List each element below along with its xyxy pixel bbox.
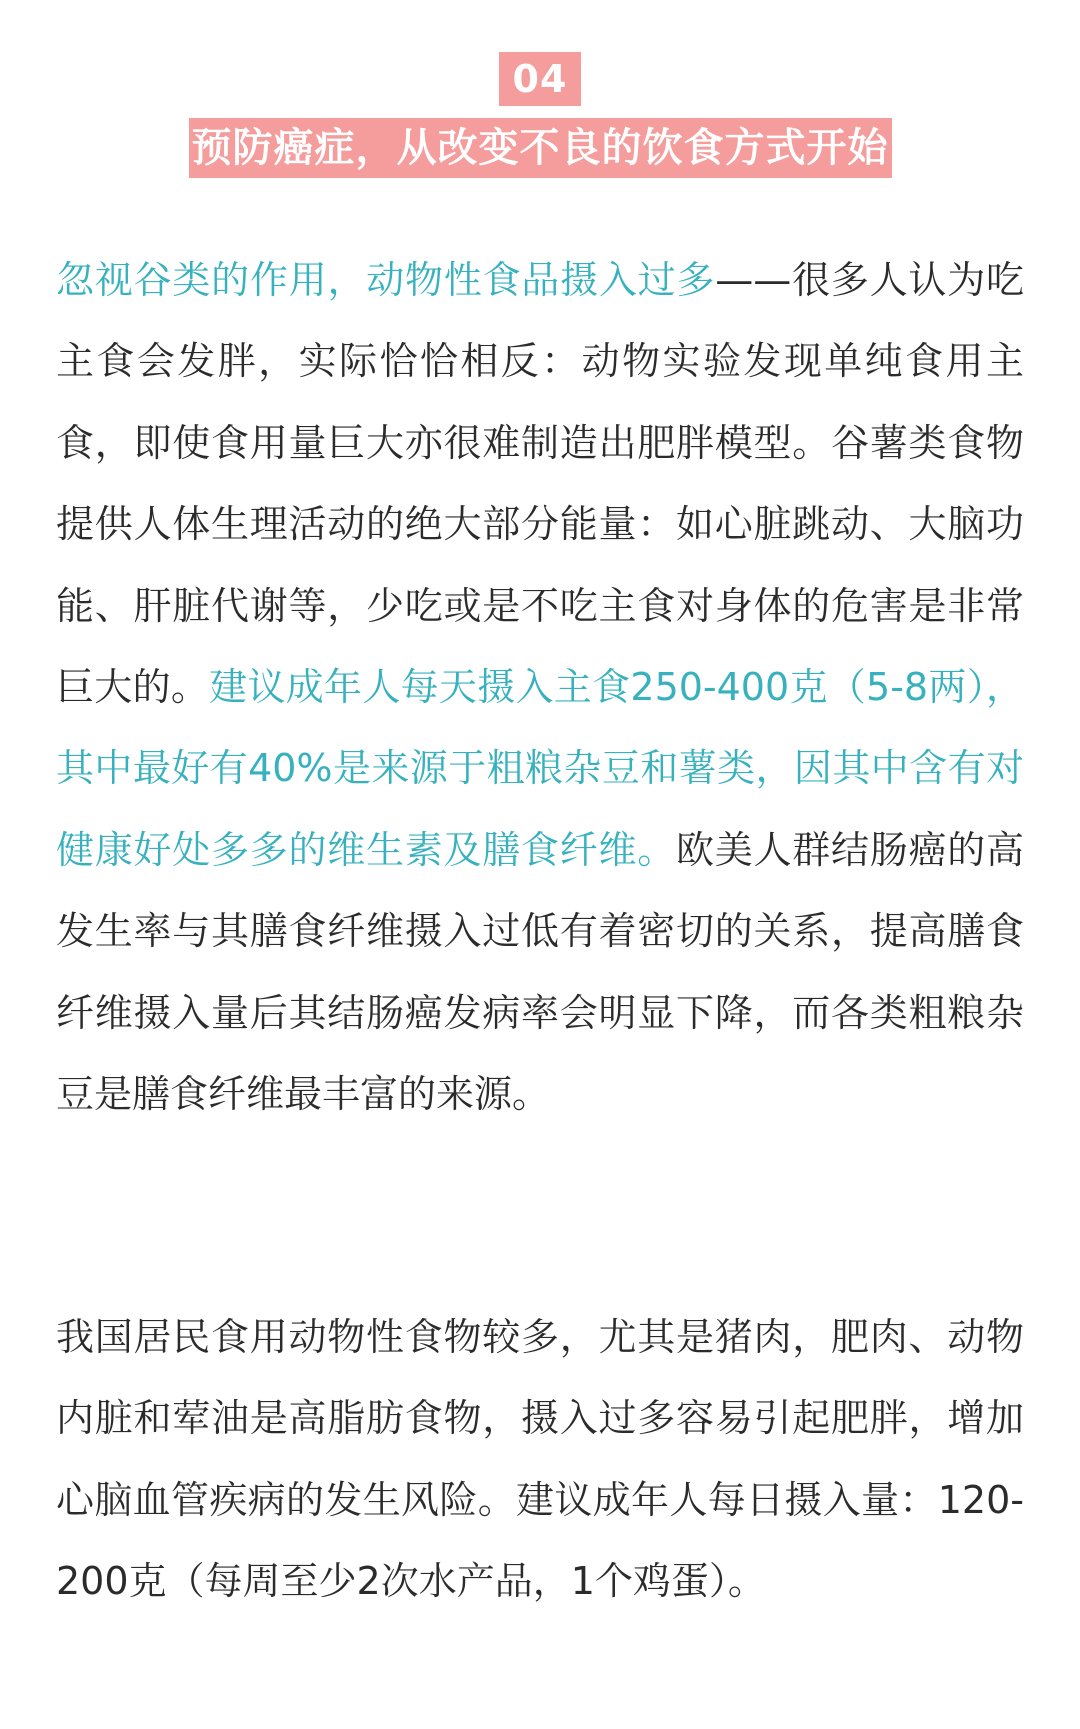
highlight-grains-heading: 忽视谷类的作用，动物性食品摄入过多 — [56, 258, 716, 302]
section-title-wrap — [0, 118, 1080, 178]
animal-food-text: 我国居民食用动物性食物较多，尤其是猪肉，肥肉、动物内脏和荤油是高脂肪食物，摄入过多容易引起肥胖，增加心脑血管疾病的发生风险。建议成年人每日摄入量：120-200克（每周至少2次水产品，1个鸡蛋）。 — [56, 1315, 1024, 1604]
fiber-colon-cancer-text: 欧美人群结肠癌的高发生率与其膳食纤维摄入过低有着密切的关系，提高膳食纤维摄入量后其结肠癌发病率会明显下降，而各类粗粮杂豆是膳食纤维最丰富的来源。 — [56, 827, 1024, 1117]
section-header — [0, 52, 1080, 178]
highlight-staple-recommendation: 建议成年人每天摄入主食250-400克（5-8两），其中最好有40%是来源于粗粮杂豆和薯类，因其中含有对健康好处多多的维生素及膳食纤维。 — [56, 665, 1024, 872]
paragraph-animal-food — [56, 1297, 1024, 1623]
paragraph-grains — [56, 240, 1024, 1135]
section-title: 预防癌症，从改变不良的饮食方式开始 — [189, 118, 892, 178]
grains-explanation-text: ——很多人认为吃主食会发胖，实际恰恰相反：动物实验发现单纯食用主食，即使食用量巨大亦很难制造出肥胖模型。谷薯类食物提供人体生理活动的绝大部分能量：如心脏跳动、大脑功能、肝脏代谢等，少吃或是不吃主食对身体的危害是非常巨大的。 — [56, 258, 1024, 710]
section-number-wrap — [0, 52, 1080, 106]
section-number-badge: 04 — [499, 52, 582, 106]
